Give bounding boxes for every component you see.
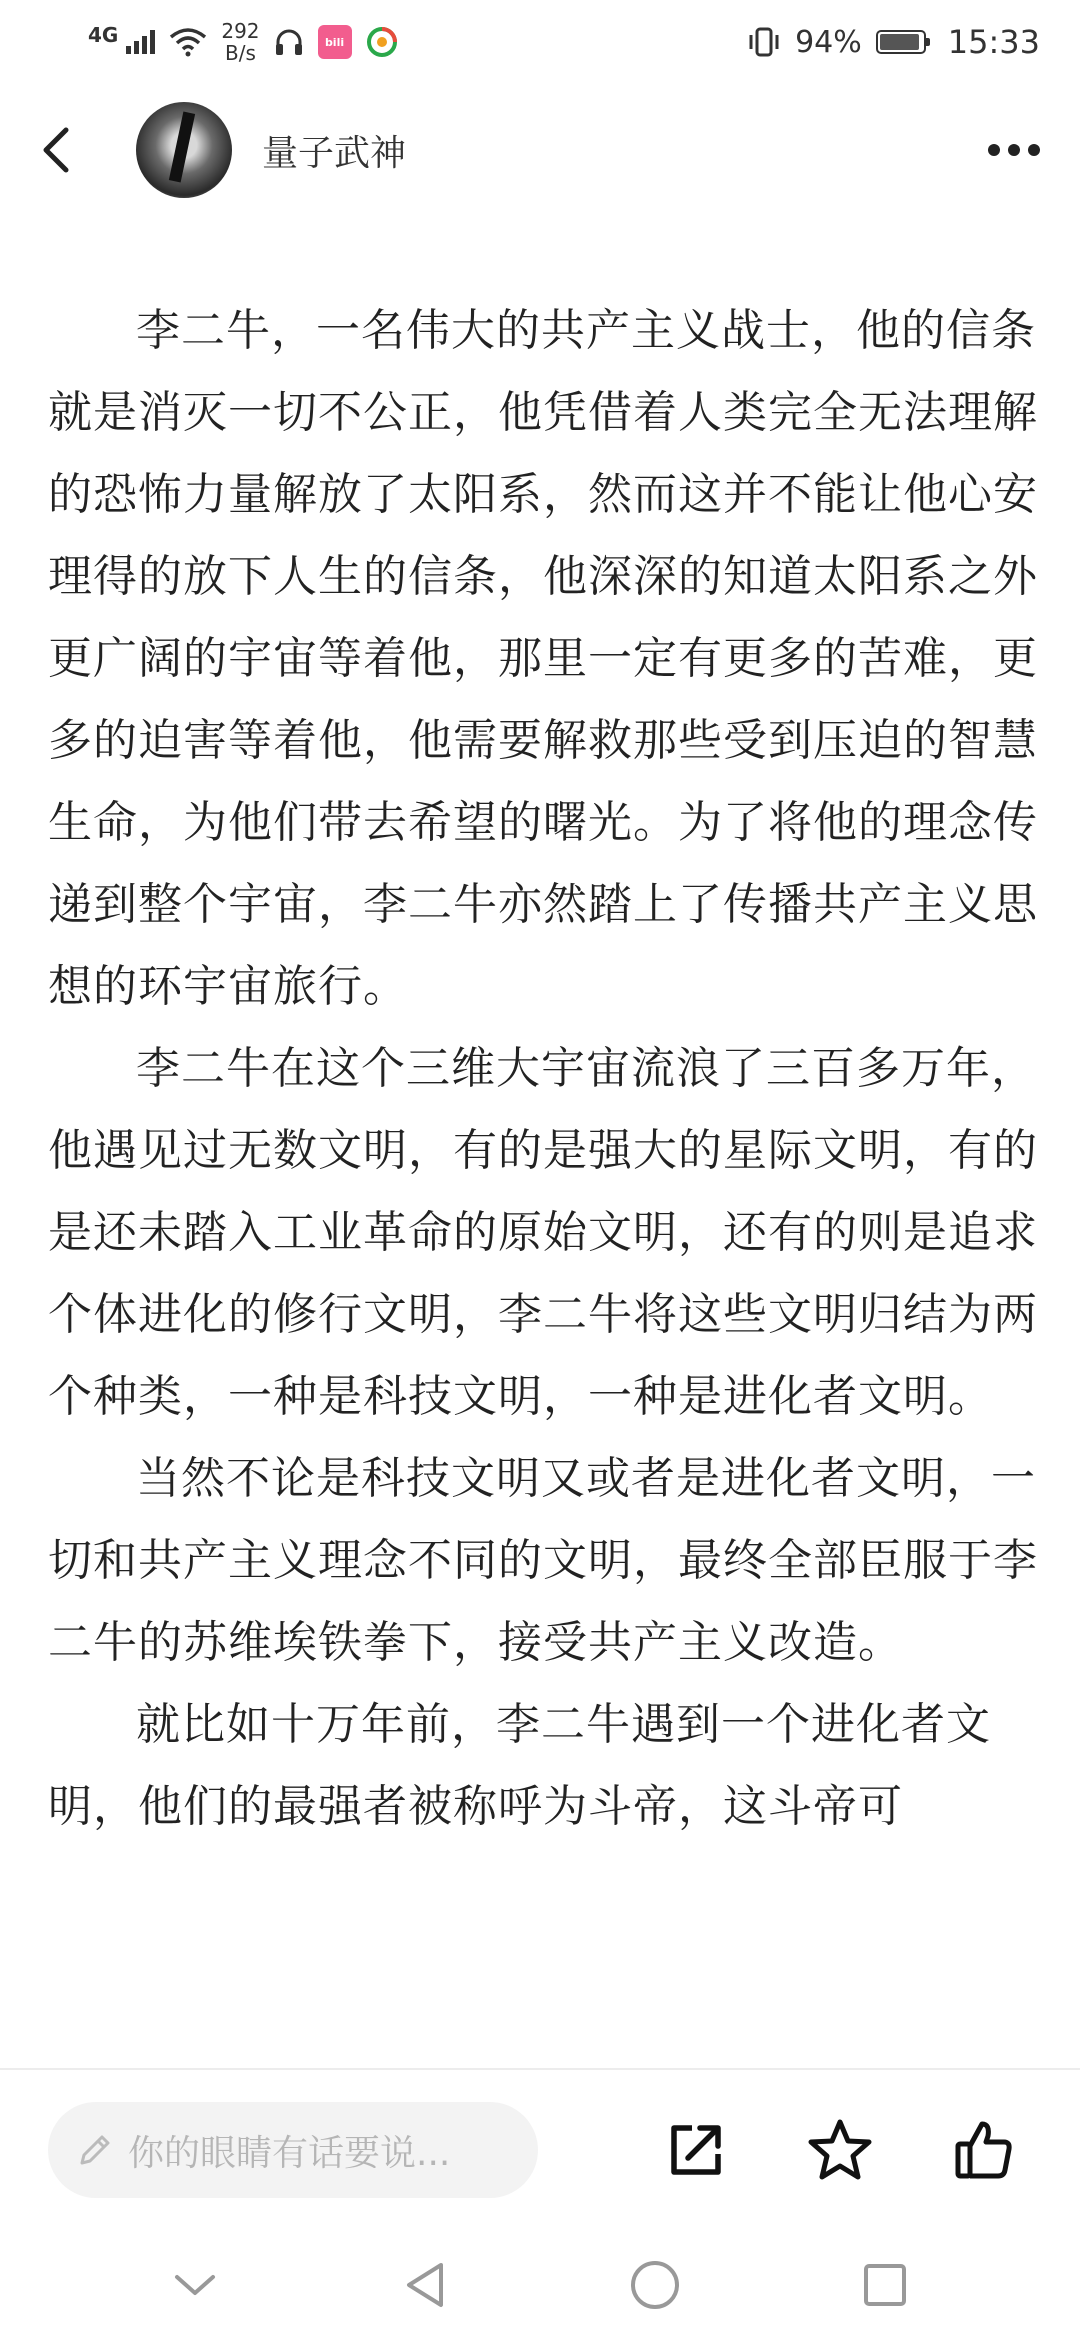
battery-level-fill (880, 34, 919, 50)
article-paragraph: 李二牛在这个三维大宇宙流浪了三百多万年，他遇见过无数文明，有的是强大的星际文明，有的是还未踏入工业革命的原始文明，还有的则是追求个体进化的修行文明，李二牛将这些文明归结为两个种类，一种是科技文明，一种是进化者文明。 (48, 1043, 1038, 1422)
favorite-button[interactable] (804, 2114, 876, 2186)
star-icon (807, 2118, 873, 2182)
bilibili-icon: bili (318, 25, 352, 59)
author-name[interactable]: 量子武神 (262, 132, 407, 174)
action-buttons (660, 2114, 1020, 2186)
bottom-action-bar (0, 2070, 1080, 2230)
battery-icon (876, 30, 926, 54)
battery-percent: 94% (795, 24, 862, 60)
pencil-icon (76, 2131, 114, 2169)
collapse-icon (173, 2271, 217, 2299)
header (0, 100, 1080, 200)
headphones-icon (274, 27, 304, 57)
status-right (747, 23, 1040, 61)
article-paragraph: 当然不论是科技文明又或者是进化者文明，一切和共产主义理念不同的文明，最终全部臣服于李二牛的苏维埃铁拳下，接受共产主义改造。 (48, 1453, 1038, 1668)
comment-placeholder: 你的眼睛有话要说... (128, 2132, 451, 2174)
article-body (48, 290, 1038, 2070)
network-type: 4G (88, 23, 119, 47)
browser-icon (366, 26, 398, 58)
home-button[interactable] (625, 2255, 685, 2315)
speed-unit: B/s (224, 41, 256, 65)
like-button[interactable] (948, 2114, 1020, 2186)
recents-button[interactable] (855, 2255, 915, 2315)
more-icon[interactable] (960, 110, 1040, 190)
network-speed (221, 20, 259, 64)
back-triangle-icon (403, 2260, 447, 2310)
comment-input[interactable] (48, 2102, 538, 2198)
collapse-button[interactable] (165, 2255, 225, 2315)
status-left (88, 20, 398, 64)
back-icon (40, 126, 72, 174)
speed-value: 292 (221, 19, 260, 43)
status-bar (0, 0, 1080, 84)
article-paragraph: 李二牛，一名伟大的共产主义战士，他的信条就是消灭一切不公正，他凭借着人类完全无法理解的恐怖力量解放了太阳系，然而这并不能让他心安理得的放下人生的信条，他深深的知道太阳系之外更广阔的宇宙等着他，那里一定有更多的苦难，更多的迫害等着他，他需要解救那些受到压迫的智慧生命，为他们带去希望的曙光。为了将他的理念传递到整个宇宙，李二牛亦然踏上了传播共产主义思想的环宇宙旅行。 (48, 305, 1038, 1012)
nav-back-button[interactable] (395, 2255, 455, 2315)
clock: 15:33 (947, 23, 1040, 61)
signal-icon (126, 30, 155, 54)
thumbs-up-icon (952, 2118, 1016, 2182)
vibrate-icon (747, 26, 781, 58)
share-button[interactable] (660, 2114, 732, 2186)
author-avatar[interactable] (136, 102, 232, 198)
back-button[interactable] (40, 110, 120, 190)
share-icon (664, 2118, 728, 2182)
wifi-icon (169, 27, 207, 57)
system-nav-bar (0, 2230, 1080, 2340)
recents-square-icon (862, 2262, 908, 2308)
home-circle-icon (629, 2259, 681, 2311)
article-paragraph: 就比如十万年前，李二牛遇到一个进化者文明，他们的最强者被称呼为斗帝，这斗帝可 (48, 1699, 991, 1832)
